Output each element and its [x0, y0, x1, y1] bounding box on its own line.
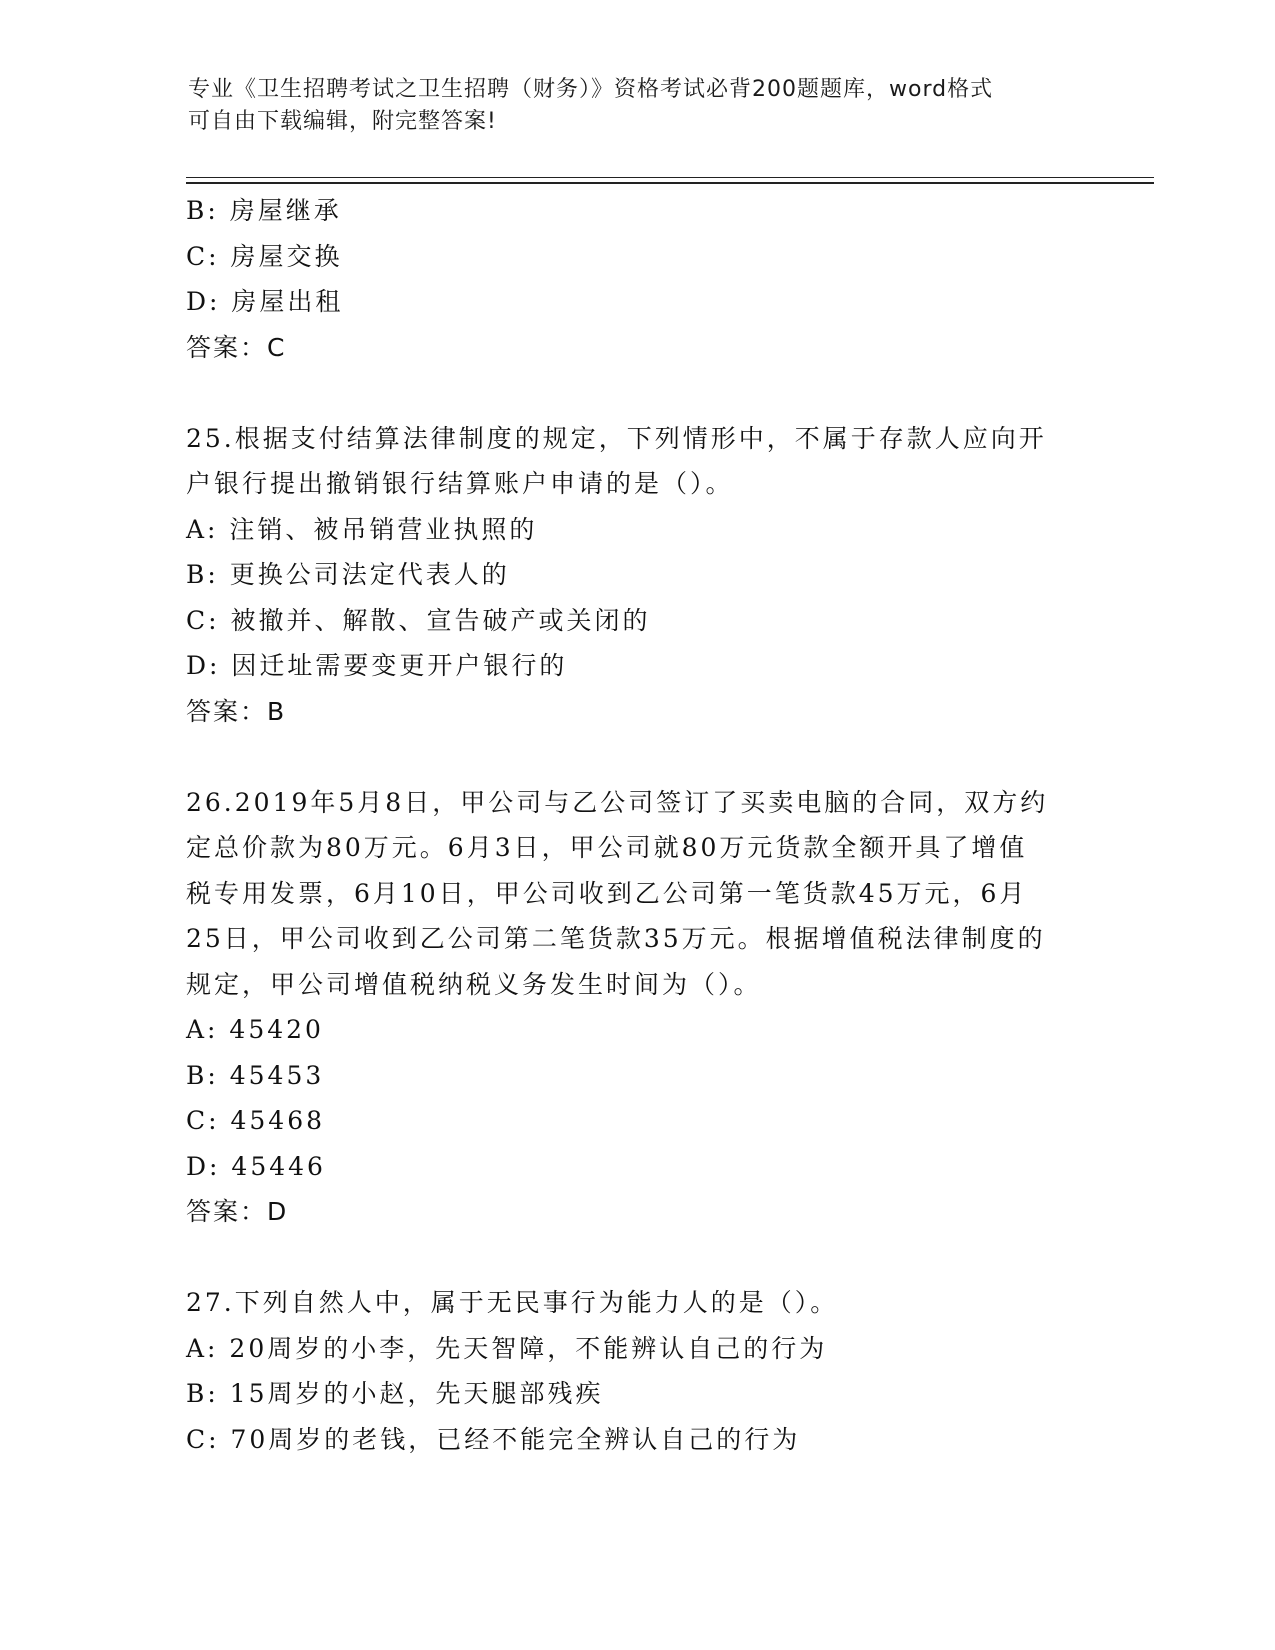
spacer — [186, 734, 1086, 780]
question-24-fragment — [186, 188, 1086, 370]
option-d: D: 房屋出租 — [186, 287, 344, 316]
question-stem: 25日，甲公司收到乙公司第二笔货款35万元。根据增值税法律制度的 — [186, 924, 1046, 953]
question-stem: 税专用发票，6月10日，甲公司收到乙公司第一笔货款45万元，6月 — [186, 878, 1028, 908]
question-stem: 定总价款为80万元。6月3日，甲公司就80万元货款全额开具了增值 — [186, 833, 1028, 862]
option-c: C: 45468 — [186, 1106, 326, 1135]
question-stem: 户银行提出撤销银行结算账户申请的是（）。 — [186, 469, 734, 498]
document-header — [188, 74, 1088, 138]
option-b: B: 房屋继承 — [186, 196, 342, 225]
option-d: D: 因迁址需要变更开户银行的 — [186, 651, 568, 680]
spacer — [186, 1235, 1086, 1281]
option-b: B: 45453 — [186, 1060, 325, 1090]
answer: 答案：D — [186, 1197, 289, 1226]
answer: 答案：B — [186, 696, 287, 726]
header-divider-thick — [186, 182, 1154, 184]
question-27 — [186, 1280, 1086, 1462]
option-b: B: 15周岁的小赵，先天腿部残疾 — [186, 1379, 604, 1408]
option-a: A: 20周岁的小李，先天智障，不能辨认自己的行为 — [186, 1333, 828, 1363]
header-divider-thin — [186, 177, 1154, 178]
question-list — [186, 188, 1086, 1462]
option-b: B: 更换公司法定代表人的 — [186, 560, 510, 589]
option-d: D: 45446 — [186, 1151, 326, 1181]
question-25 — [186, 416, 1086, 735]
option-c: C: 70周岁的老钱，已经不能完全辨认自己的行为 — [186, 1424, 801, 1454]
question-stem: 27.下列自然人中，属于无民事行为能力人的是（）。 — [186, 1288, 839, 1317]
question-stem: 25.根据支付结算法律制度的规定，下列情形中，不属于存款人应向开 — [186, 423, 1047, 453]
question-stem: 26.2019年5月8日，甲公司与乙公司签订了买卖电脑的合同，双方约 — [186, 787, 1049, 817]
option-a: A: 45420 — [186, 1015, 324, 1044]
option-c: C: 被撤并、解散、宣告破产或关闭的 — [186, 605, 651, 635]
spacer — [186, 370, 1086, 416]
option-a: A: 注销、被吊销营业执照的 — [186, 514, 538, 544]
header-line-1: 专业《卫生招聘考试之卫生招聘（财务）》资格考试必背200题题库，word格式 — [188, 77, 994, 102]
question-stem: 规定，甲公司增值税纳税义务发生时间为（）。 — [186, 969, 762, 999]
question-26 — [186, 780, 1086, 1235]
header-line-2: 可自由下载编辑，附完整答案! — [188, 109, 497, 134]
option-c: C: 房屋交换 — [186, 241, 343, 271]
answer: 答案：C — [186, 332, 287, 362]
